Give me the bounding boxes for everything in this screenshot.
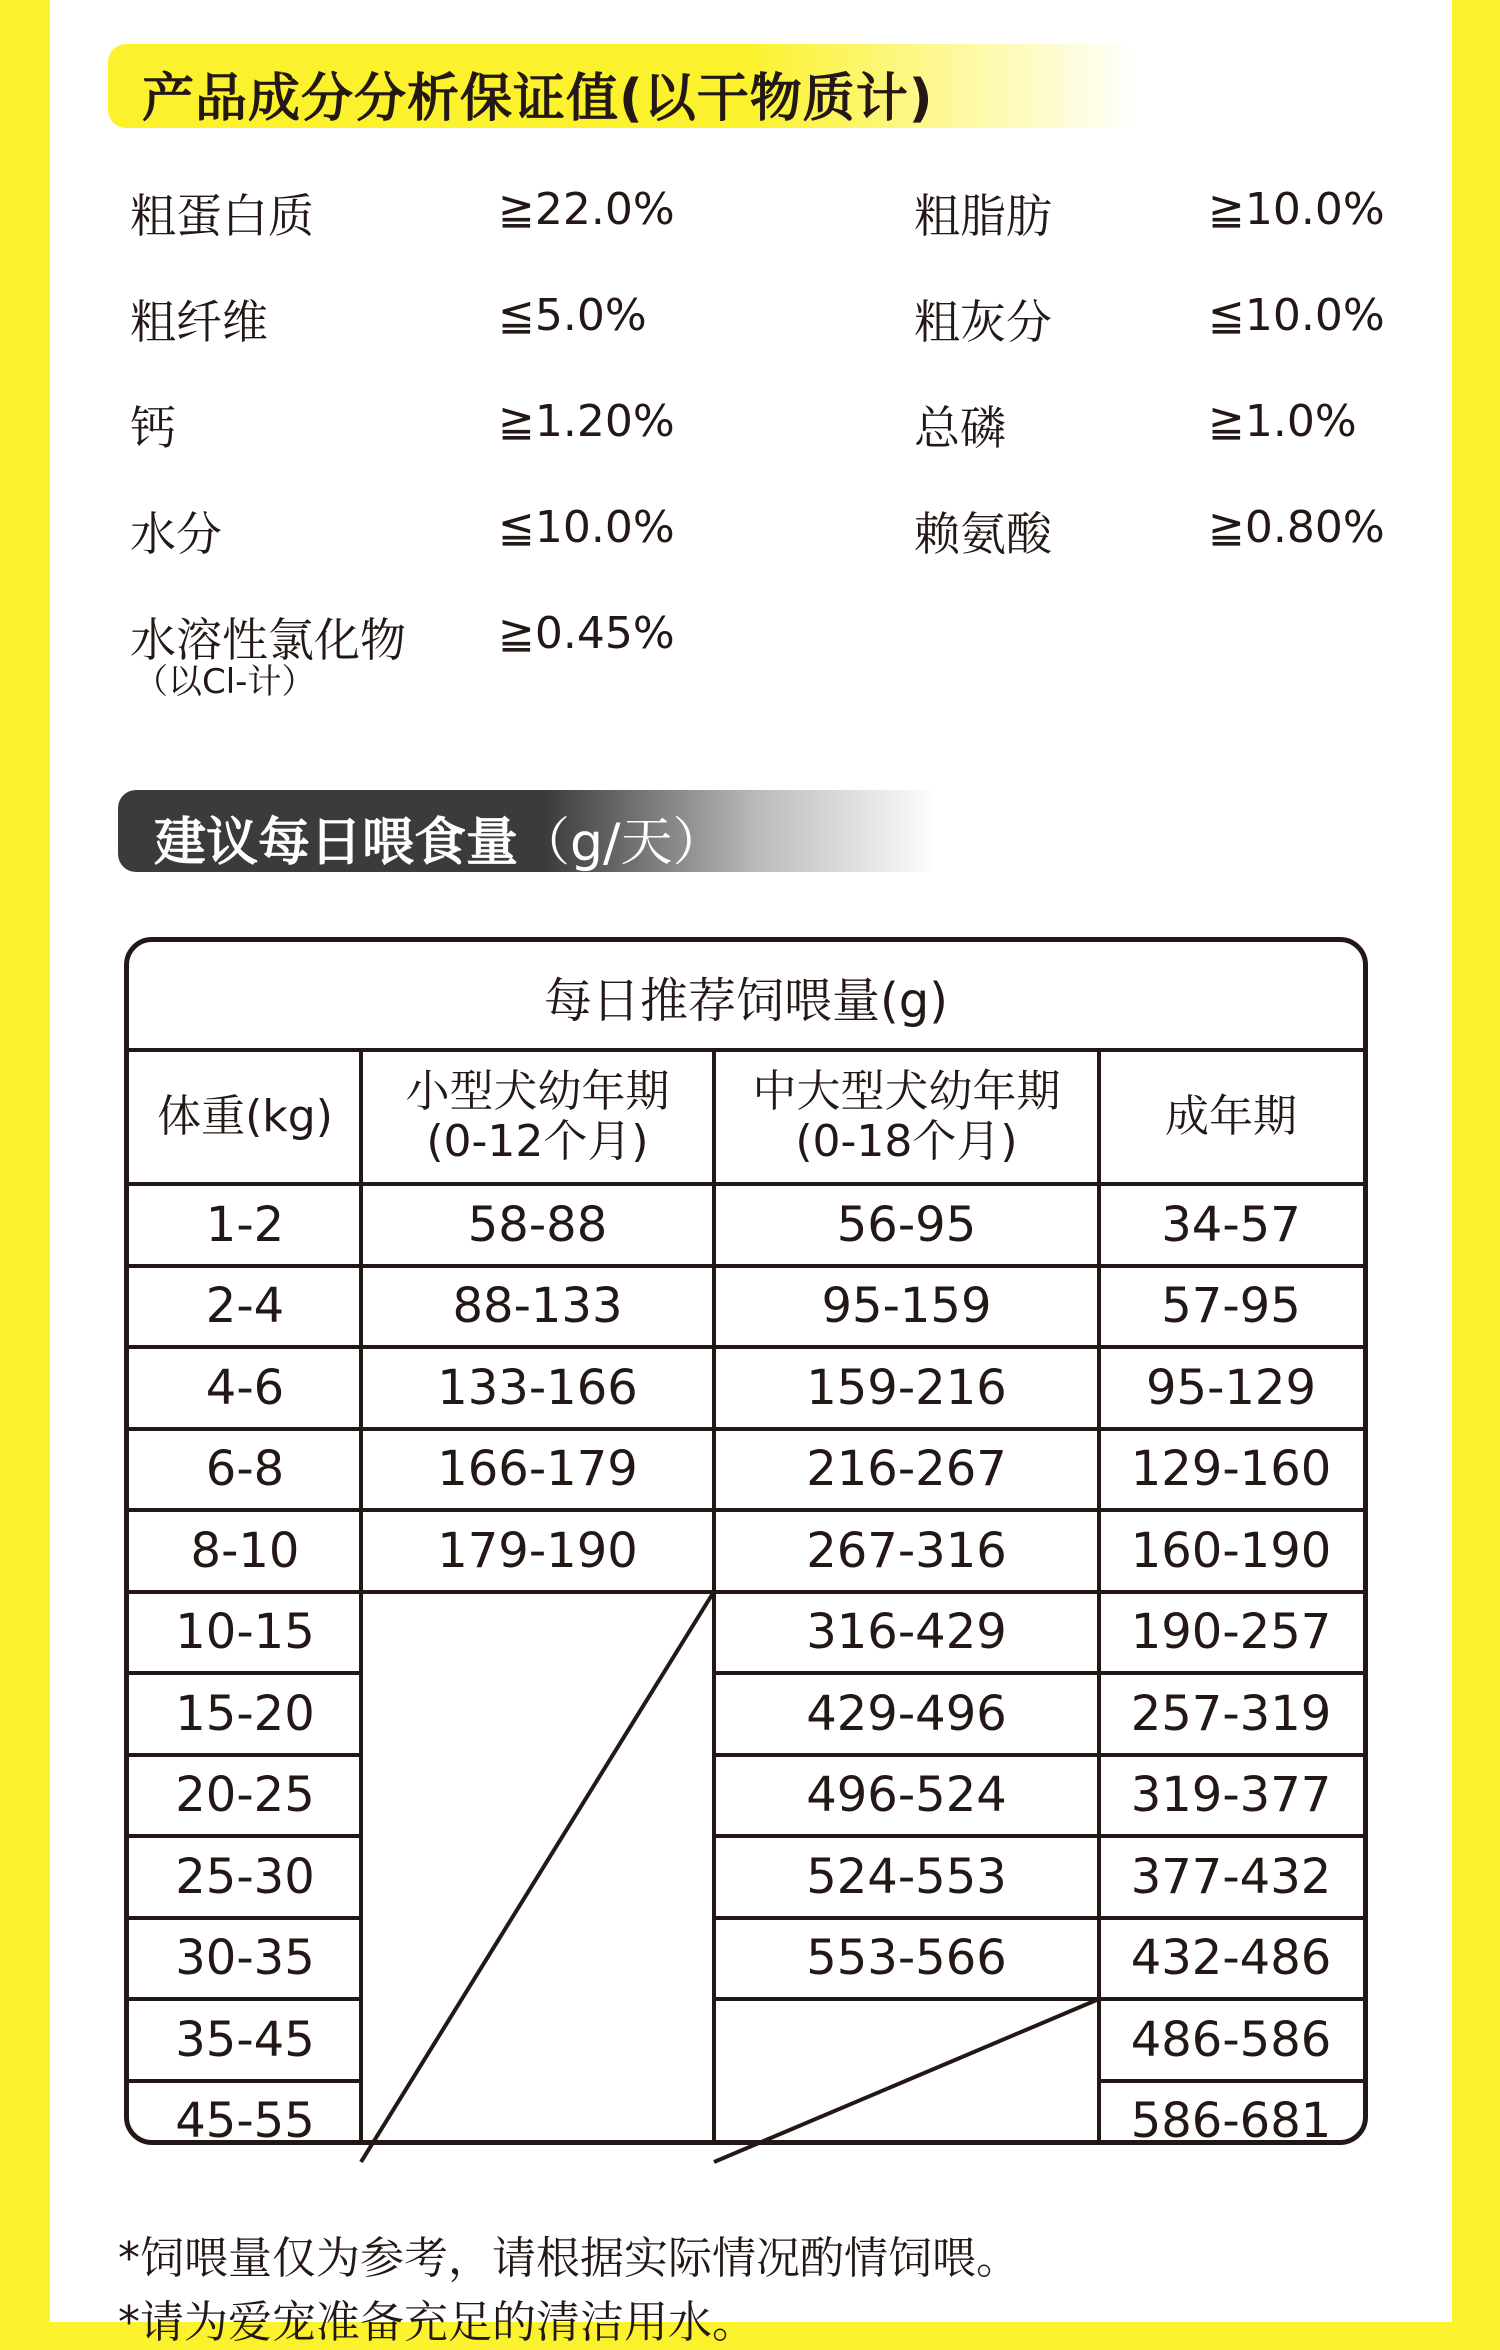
nutrient-value: ≧0.80% — [1208, 502, 1385, 553]
feeding-amount-cell: 88-133 — [452, 1278, 623, 1335]
feeding-amount-cell: 553-566 — [806, 1930, 1007, 1987]
feeding-amount-cell: 166-179 — [437, 1441, 638, 1498]
header-line: (0-12个月) — [426, 1116, 649, 1167]
feeding-amount-cell: 432-486 — [1130, 1930, 1332, 1987]
weight-cell: 15-20 — [175, 1685, 315, 1742]
feeding-amount-cell: 377-432 — [1130, 1848, 1332, 1905]
weight-cell: 1-2 — [205, 1196, 285, 1253]
nutrient-name: 水分 — [130, 507, 222, 561]
header-line: 体重(kg) — [157, 1091, 333, 1142]
feeding-amount-cell: 257-319 — [1130, 1685, 1332, 1742]
weight-cell: 25-30 — [175, 1848, 315, 1905]
feeding-amount-cell: 319-377 — [1130, 1767, 1332, 1824]
nutrient-value: ≦10.0% — [498, 502, 675, 553]
weight-cell: 35-45 — [175, 2011, 315, 2068]
weight-cell: 4-6 — [205, 1359, 285, 1416]
weight-cell: 45-55 — [175, 2093, 315, 2150]
weight-cell: 6-8 — [205, 1441, 285, 1498]
header-line: 成年期 — [1165, 1091, 1297, 1142]
nutrient-name: 赖氨酸 — [914, 507, 1052, 561]
nutrient-name: 水溶性氯化物 — [130, 613, 406, 667]
weight-cell: 20-25 — [175, 1767, 315, 1824]
nutrient-name: 粗蛋白质 — [130, 189, 314, 243]
feeding-amount-cell: 129-160 — [1130, 1441, 1332, 1498]
nutrient-value: ≧10.0% — [1208, 184, 1385, 235]
feeding-amount-cell: 160-190 — [1130, 1522, 1332, 1579]
feeding-amount-cell: 159-216 — [806, 1359, 1007, 1416]
feeding-amount-cell: 179-190 — [437, 1522, 638, 1579]
nutrient-value: ≧22.0% — [498, 184, 675, 235]
feeding-amount-cell: 34-57 — [1161, 1196, 1301, 1253]
nutrient-name: 粗纤维 — [130, 295, 268, 349]
nutrient-name: 总磷 — [914, 401, 1006, 455]
nutrient-name: 粗脂肪 — [914, 189, 1052, 243]
weight-cell: 30-35 — [175, 1930, 315, 1987]
feeding-amount-cell: 316-429 — [806, 1604, 1007, 1661]
weight-cell: 8-10 — [190, 1522, 300, 1579]
nutrient-value: ≧0.45% — [498, 608, 675, 659]
feeding-table — [124, 937, 1368, 2150]
feeding-amount-cell: 524-553 — [806, 1848, 1007, 1905]
feeding-amount-cell: 190-257 — [1130, 1604, 1332, 1661]
empty-cell-slash — [714, 1999, 1099, 2162]
feeding-amount-cell: 95-129 — [1145, 1359, 1316, 1416]
feeding-amount-cell: 216-267 — [806, 1441, 1007, 1498]
feeding-amount-cell: 267-316 — [806, 1522, 1007, 1579]
table-caption: 每日推荐饲喂量(g) — [544, 972, 948, 1029]
nutrient-value: ≧1.0% — [1208, 396, 1357, 447]
empty-cell-slashes — [129, 942, 1363, 2140]
nutrient-value: ≦5.0% — [498, 290, 647, 341]
empty-cell-slash — [361, 1592, 714, 2163]
feeding-amount-cell: 496-524 — [806, 1767, 1007, 1824]
feeding-amount-cell: 57-95 — [1161, 1278, 1301, 1335]
footnote: *请为爱宠准备充足的清洁用水。 — [118, 2297, 756, 2348]
nutrient-value: ≧1.20% — [498, 396, 675, 447]
feeding-amount-cell: 56-95 — [836, 1196, 977, 1253]
section-title-main: 建议每日喂食量 — [154, 813, 519, 873]
section-title-text — [154, 800, 725, 875]
header-line: (0-18个月) — [795, 1116, 1018, 1167]
feeding-amount-cell: 133-166 — [437, 1359, 638, 1416]
weight-cell: 10-15 — [175, 1604, 315, 1661]
footnote: *饲喂量仅为参考，请根据实际情况酌情饲喂。 — [118, 2233, 1020, 2284]
feeding-amount-cell: 429-496 — [806, 1685, 1007, 1742]
section-title-guaranteed-analysis — [108, 44, 1138, 128]
header-line: 中大型犬幼年期 — [752, 1066, 1061, 1117]
header-line: 小型犬幼年期 — [405, 1066, 670, 1117]
section-title-unit: （g/天） — [518, 813, 725, 873]
section-title-daily-feeding — [118, 790, 938, 872]
nutrient-subnote: （以Cl-计） — [134, 662, 316, 702]
nutrient-name: 钙 — [130, 401, 176, 455]
feeding-amount-cell: 586-681 — [1130, 2093, 1332, 2150]
feeding-amount-cell: 95-159 — [821, 1278, 992, 1335]
nutrient-value: ≦10.0% — [1208, 290, 1385, 341]
nutrient-name: 粗灰分 — [914, 295, 1052, 349]
section-title-text: 产品成分分析保证值(以干物质计) — [142, 69, 934, 129]
feeding-amount-cell: 58-88 — [467, 1196, 608, 1253]
feeding-amount-cell: 486-586 — [1130, 2011, 1332, 2068]
weight-cell: 2-4 — [205, 1278, 285, 1335]
